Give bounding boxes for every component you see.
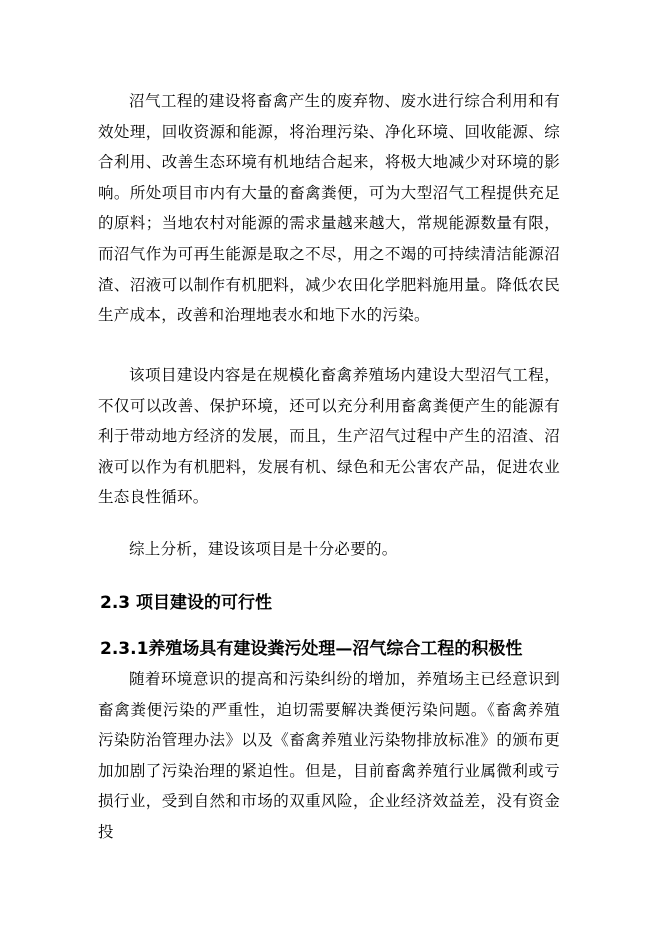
paragraph-project-content: 该项目建设内容是在规模化畜禽养殖场内建设大型沼气工程，不仅可以改善、保护环境，还可以充分利用畜禽粪便产生的能源有利于带动地方经济的发展，而且，生产沼气过程中产生的沼渣、沼液可以作为有机肥料，发展有机、绿色和无公害农产品，促进农业生态良性循环。	[98, 366, 560, 507]
subsection-heading: 2.3.1养殖场具有建设粪污处理—沼气综合工程的积极性	[100, 639, 523, 659]
paragraph-biogas-benefits: 沼气工程的建设将畜禽产生的废弃物、废水进行综合利用和有效处理，回收资源和能源，将治理污染、净化环境、回收能源、综合利用、改善生态环境有机地结合起来，将极大地减少对环境的影响。所处项目市内有大量的畜禽粪便，可为大型沼气工程提供充足的原料；当地农村对能源的需求量越来越大，常规能源数量有限，而沼气作为可再生能源是取之不尽，用之不竭的可持续清洁能源沼渣、沼液可以制作有机肥料，减少农田化学肥料施用量。降低农民生产成本，改善和治理地表水和地下水的污染。	[98, 92, 560, 325]
paragraph-farm-motivation: 随着环境意识的提高和污染纠纷的增加，养殖场主已经意识到畜禽粪便污染的严重性，迫切需要解决粪便污染问题。《畜禽养殖污染防治管理办法》以及《畜禽养殖业污染物排放标准》的颁布更加加剧了污染治理的紧迫性。但是，目前畜禽养殖行业属微利或亏损行业，受到自然和市场的双重风险，企业经济效益差，没有资金投	[98, 670, 560, 841]
paragraph-conclusion: 综上分析，建设该项目是十分必要的。	[129, 540, 398, 558]
section-heading: 2.3 项目建设的可行性	[100, 593, 273, 613]
